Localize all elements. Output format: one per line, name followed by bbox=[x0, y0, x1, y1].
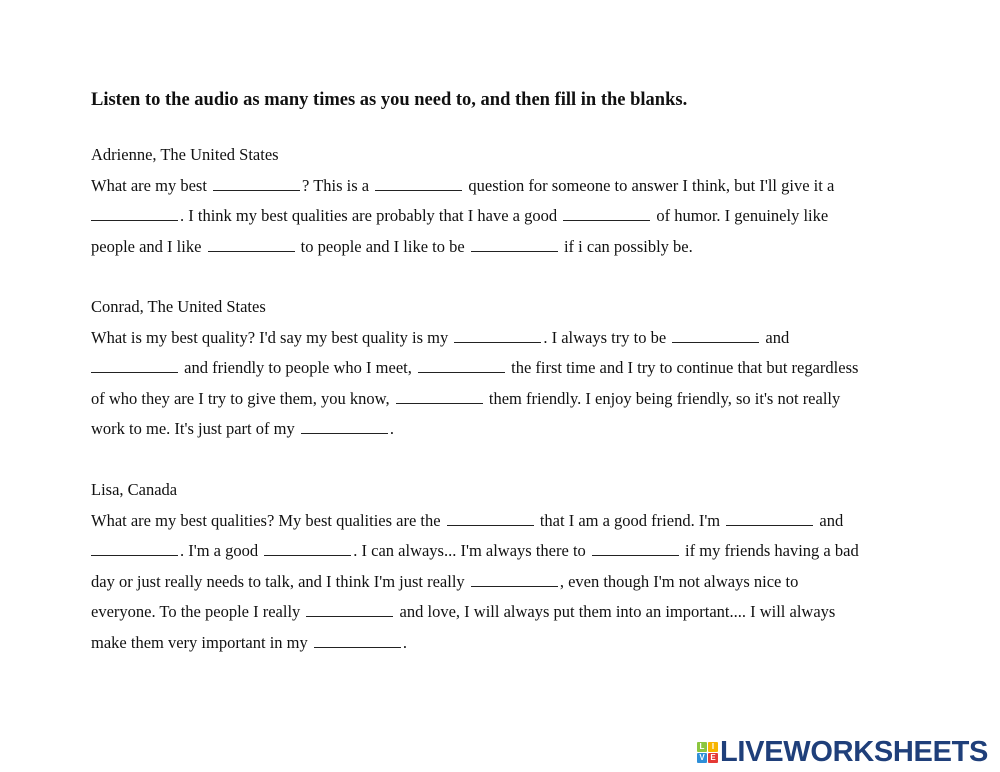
speaker-label: Conrad, The United States bbox=[91, 297, 266, 316]
fill-in-blank[interactable] bbox=[91, 541, 178, 556]
transcript-text: question for someone to answer I think, but I'll give it a bbox=[464, 175, 835, 195]
logo-square-e: E bbox=[708, 753, 718, 763]
transcript-line bbox=[91, 201, 911, 232]
transcript-text: if my friends having a bad bbox=[680, 541, 859, 560]
fill-in-blank[interactable] bbox=[375, 176, 462, 191]
transcript-text: . I think my best qualities are probably that I have a good bbox=[180, 206, 562, 225]
fill-in-blank[interactable] bbox=[213, 176, 300, 191]
fill-in-blank[interactable] bbox=[208, 237, 295, 252]
transcript-text: . I always try to be bbox=[543, 327, 671, 347]
transcript-text: make them very important in my bbox=[91, 632, 312, 652]
section-lisa bbox=[91, 475, 911, 658]
transcript-text: and friendly to people who I meet, bbox=[180, 358, 416, 377]
transcript-text: . I'm a good bbox=[180, 541, 263, 560]
fill-in-blank[interactable] bbox=[454, 328, 541, 343]
transcript-lines bbox=[91, 171, 911, 263]
transcript-line bbox=[91, 567, 911, 598]
transcript-text: to people and I like to be bbox=[296, 236, 469, 256]
transcript-text: , even though I'm not always nice to bbox=[559, 571, 799, 591]
section-adrienne bbox=[91, 140, 911, 262]
fill-in-blank[interactable] bbox=[264, 541, 351, 556]
transcript-text: the first time and I try to continue that but regardless bbox=[506, 358, 859, 377]
transcript-text: What are my best qualities? My best qualities are the bbox=[91, 510, 445, 530]
transcript-text: and bbox=[761, 327, 790, 347]
transcript-line bbox=[91, 628, 911, 659]
logo-square-i: I bbox=[708, 742, 718, 752]
transcript-text: that I am a good friend. I'm bbox=[535, 510, 725, 530]
fill-in-blank[interactable] bbox=[471, 237, 558, 252]
transcript-text: . I can always... I'm always there to bbox=[353, 541, 590, 560]
section-conrad bbox=[91, 292, 911, 445]
fill-in-blank[interactable] bbox=[396, 389, 483, 404]
logo-live-squares-icon bbox=[697, 742, 718, 763]
fill-in-blank[interactable] bbox=[91, 206, 178, 221]
fill-in-blank[interactable] bbox=[672, 328, 759, 343]
transcript-text: day or just really needs to talk, and I think I'm just really bbox=[91, 571, 469, 591]
fill-in-blank[interactable] bbox=[592, 541, 679, 556]
liveworksheets-logo bbox=[697, 738, 988, 766]
fill-in-blank[interactable] bbox=[306, 602, 393, 617]
transcript-line bbox=[91, 384, 911, 415]
transcript-line bbox=[91, 171, 911, 202]
transcript-text: if i can possibly be. bbox=[559, 236, 693, 256]
logo-text: LIVEWORKSHEETS bbox=[720, 736, 989, 768]
fill-in-blank[interactable] bbox=[447, 511, 534, 526]
instruction-heading: Listen to the audio as many times as you need to, and then fill in the blanks. bbox=[91, 90, 688, 110]
fill-in-blank[interactable] bbox=[301, 419, 388, 434]
speaker-label: Lisa, Canada bbox=[91, 480, 178, 499]
transcript-text: people and I like bbox=[91, 236, 206, 256]
transcript-line bbox=[91, 414, 911, 445]
transcript-line bbox=[91, 323, 911, 354]
transcript-line bbox=[91, 536, 911, 567]
fill-in-blank[interactable] bbox=[91, 358, 178, 373]
logo-square-v: V bbox=[697, 753, 707, 763]
transcript-text: of who they are I try to give them, you know, bbox=[91, 388, 394, 408]
fill-in-blank[interactable] bbox=[314, 633, 401, 648]
transcript-text: and bbox=[815, 510, 844, 530]
transcript-line bbox=[91, 232, 911, 263]
transcript-line bbox=[91, 506, 911, 537]
transcript-text: and love, I will always put them into an important.... I will always bbox=[395, 602, 836, 621]
transcript-text: . bbox=[389, 419, 394, 438]
fill-in-blank[interactable] bbox=[471, 572, 558, 587]
transcript-text: everyone. To the people I really bbox=[91, 602, 305, 621]
transcript-text: work to me. It's just part of my bbox=[91, 419, 299, 438]
fill-in-blank[interactable] bbox=[726, 511, 813, 526]
fill-in-blank[interactable] bbox=[563, 206, 650, 221]
transcript-text: What is my best quality? I'd say my best quality is my bbox=[91, 327, 453, 347]
transcript-text: . bbox=[402, 632, 407, 652]
transcript-lines bbox=[91, 506, 911, 659]
fill-in-blank[interactable] bbox=[418, 358, 505, 373]
transcript-line bbox=[91, 353, 911, 384]
transcript-text: of humor. I genuinely like bbox=[652, 206, 829, 225]
transcript-text: What are my best bbox=[91, 175, 212, 195]
transcript-text: them friendly. I enjoy being friendly, so it's not really bbox=[484, 388, 841, 408]
speaker-label: Adrienne, The United States bbox=[91, 145, 279, 164]
transcript-text: ? This is a bbox=[302, 175, 374, 195]
logo-square-l: L bbox=[697, 742, 707, 752]
transcript-line bbox=[91, 597, 911, 628]
transcript-lines bbox=[91, 323, 911, 445]
